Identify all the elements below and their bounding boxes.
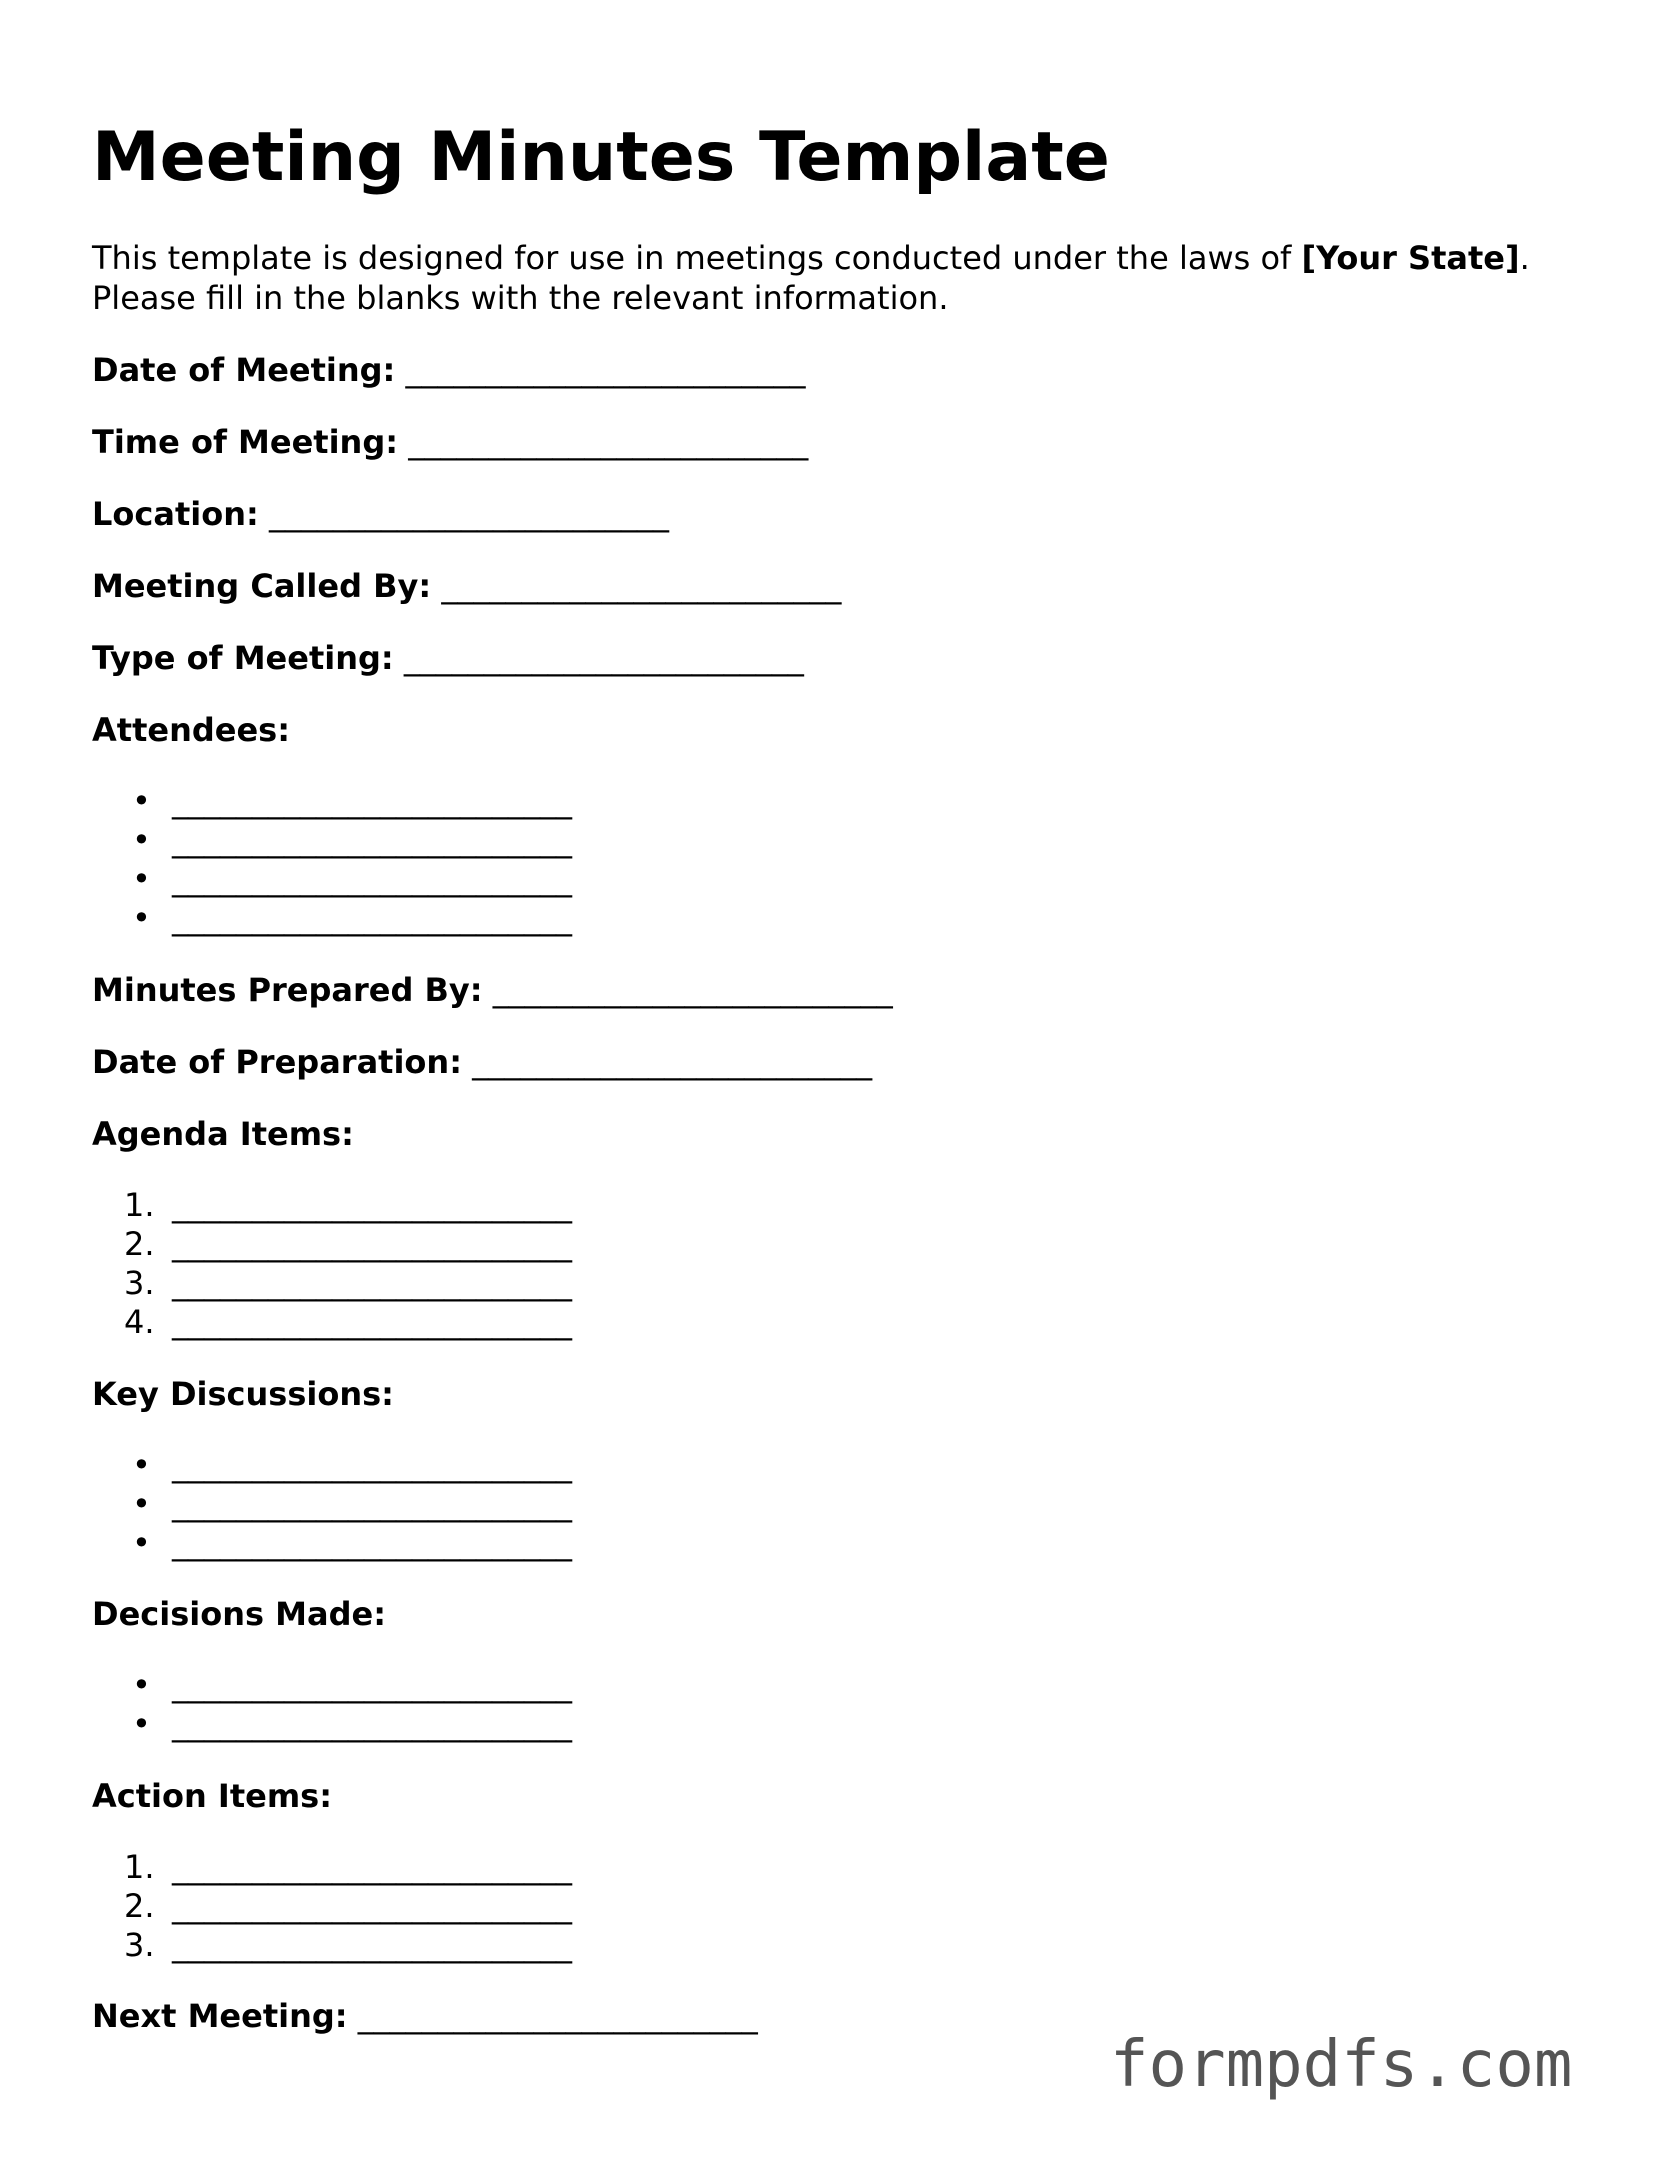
- key-discussions-heading: Key Discussions:: [92, 1375, 394, 1413]
- list-item: [124, 1887, 572, 1926]
- intro-line-1: This template is designed for use in meetings conducted under the laws of [Your State].: [92, 239, 1530, 277]
- attendee-blank[interactable]: _________________________: [172, 860, 572, 898]
- watermark: formpdfs.com: [1110, 2028, 1573, 2102]
- list-item: [132, 1446, 572, 1485]
- attendee-blank[interactable]: _________________________: [172, 821, 572, 859]
- agenda-item-blank[interactable]: _________________________: [172, 1186, 572, 1224]
- item-number: 2.: [124, 1887, 155, 1925]
- list-item: [124, 1926, 572, 1965]
- list-item: [132, 782, 572, 821]
- discussion-blank[interactable]: _________________________: [172, 1446, 572, 1484]
- date-of-preparation-blank[interactable]: _________________________: [472, 1043, 873, 1081]
- action-item-blank[interactable]: _________________________: [172, 1887, 572, 1925]
- intro-text: [92, 238, 1592, 318]
- list-item: [132, 1485, 572, 1524]
- agenda-item-blank[interactable]: _________________________: [172, 1225, 572, 1263]
- meeting-called-by-blank[interactable]: _________________________: [441, 567, 842, 605]
- decision-blank[interactable]: _________________________: [172, 1705, 572, 1743]
- decisions-made-list: [132, 1666, 572, 1744]
- time-of-meeting-field: [92, 422, 808, 462]
- action-items-heading: Action Items:: [92, 1777, 332, 1815]
- time-of-meeting-label: Time of Meeting:: [92, 423, 399, 461]
- minutes-prepared-by-label: Minutes Prepared By:: [92, 971, 483, 1009]
- agenda-item-blank[interactable]: _________________________: [172, 1264, 572, 1302]
- agenda-item-blank[interactable]: _________________________: [172, 1303, 572, 1341]
- next-meeting-label: Next Meeting:: [92, 1997, 348, 2035]
- discussion-blank[interactable]: _________________________: [172, 1485, 572, 1523]
- minutes-prepared-by-field: [92, 970, 893, 1010]
- item-number: 4.: [124, 1303, 155, 1341]
- decisions-made-heading: Decisions Made:: [92, 1595, 387, 1633]
- page-title: Meeting Minutes Template: [92, 118, 1110, 197]
- list-item: [132, 1666, 572, 1705]
- list-item: [132, 860, 572, 899]
- location-label: Location:: [92, 495, 259, 533]
- item-number: 1.: [124, 1848, 155, 1886]
- state-placeholder: [Your State]: [1301, 239, 1520, 277]
- type-of-meeting-label: Type of Meeting:: [92, 639, 394, 677]
- list-item: [132, 1705, 572, 1744]
- item-number: 2.: [124, 1225, 155, 1263]
- item-number: 1.: [124, 1186, 155, 1224]
- date-of-preparation-field: [92, 1042, 872, 1082]
- date-of-preparation-label: Date of Preparation:: [92, 1043, 462, 1081]
- key-discussions-list: [132, 1446, 572, 1563]
- meeting-called-by-field: [92, 566, 841, 606]
- next-meeting-field: [92, 1996, 758, 2036]
- list-item: [132, 821, 572, 860]
- attendees-list: [132, 782, 572, 938]
- list-item: [124, 1264, 572, 1303]
- discussion-blank[interactable]: _________________________: [172, 1524, 572, 1562]
- date-of-meeting-label: Date of Meeting:: [92, 351, 396, 389]
- list-item: [124, 1225, 572, 1264]
- location-blank[interactable]: _________________________: [268, 495, 669, 533]
- type-of-meeting-field: [92, 638, 804, 678]
- action-item-blank[interactable]: _________________________: [172, 1848, 572, 1886]
- attendee-blank[interactable]: _________________________: [172, 899, 572, 937]
- item-number: 3.: [124, 1264, 155, 1302]
- attendees-heading: Attendees:: [92, 711, 290, 749]
- date-of-meeting-blank[interactable]: _________________________: [405, 351, 806, 389]
- type-of-meeting-blank[interactable]: _________________________: [403, 639, 804, 677]
- list-item: [132, 899, 572, 938]
- list-item: [124, 1186, 572, 1225]
- minutes-prepared-by-blank[interactable]: _________________________: [492, 971, 893, 1009]
- location-field: [92, 494, 669, 534]
- action-item-blank[interactable]: _________________________: [172, 1926, 572, 1964]
- list-item: [124, 1303, 572, 1342]
- date-of-meeting-field: [92, 350, 806, 390]
- intro-line-2: Please fill in the blanks with the relevant information.: [92, 279, 949, 317]
- agenda-items-heading: Agenda Items:: [92, 1115, 354, 1153]
- decision-blank[interactable]: _________________________: [172, 1666, 572, 1704]
- list-item: [124, 1848, 572, 1887]
- item-number: 3.: [124, 1926, 155, 1964]
- next-meeting-blank[interactable]: _________________________: [357, 1997, 758, 2035]
- attendee-blank[interactable]: _________________________: [172, 782, 572, 820]
- time-of-meeting-blank[interactable]: _________________________: [408, 423, 809, 461]
- list-item: [132, 1524, 572, 1563]
- meeting-called-by-label: Meeting Called By:: [92, 567, 432, 605]
- action-items-list: [124, 1848, 572, 1965]
- agenda-items-list: [124, 1186, 572, 1342]
